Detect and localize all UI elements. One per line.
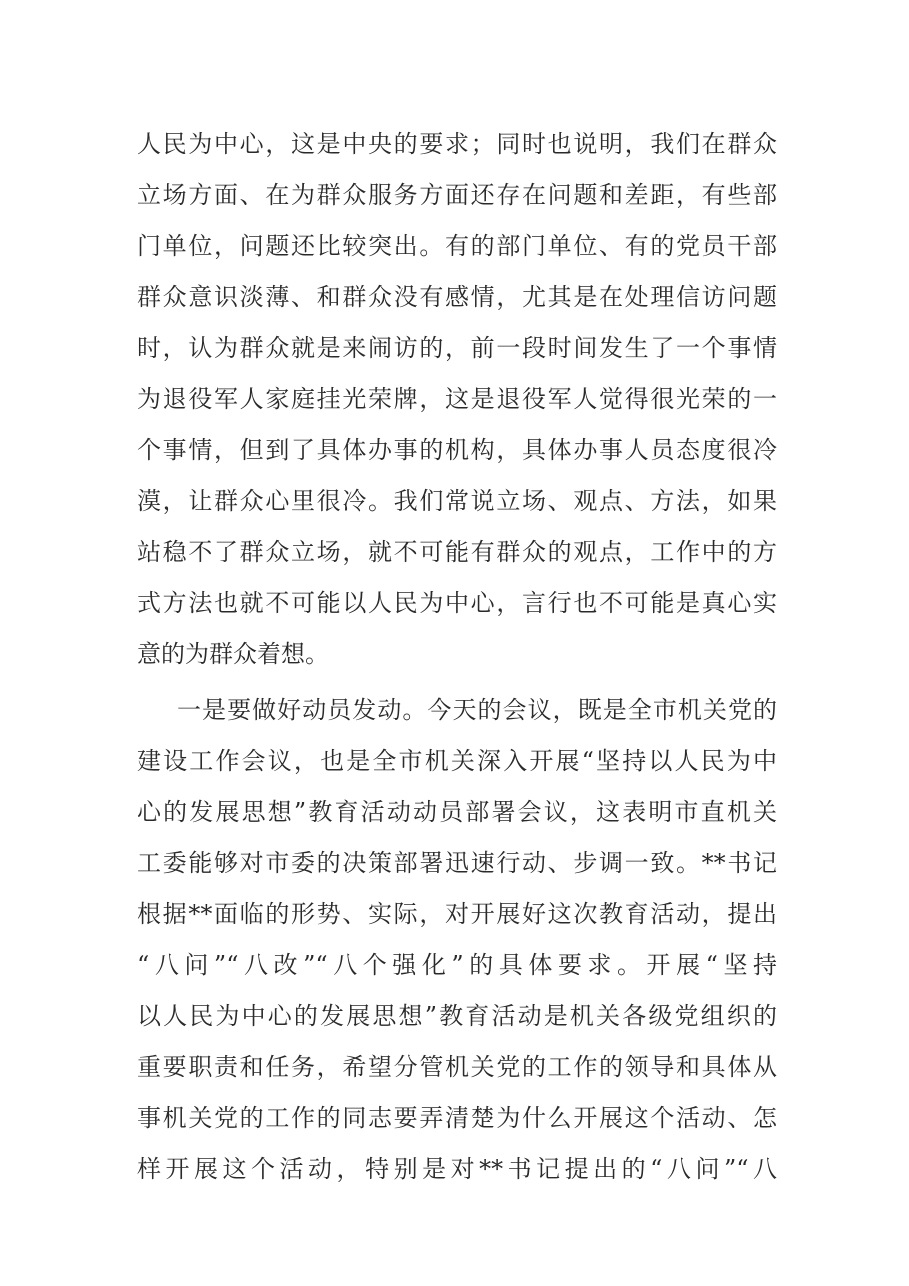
paragraph-line: 门单位，问题还比较突出。有的部门单位、有的党员干部 xyxy=(137,232,777,260)
paragraph-line: 样开展这个活动，特别是对**书记提出的“八问”“八 xyxy=(137,1155,777,1183)
paragraph-line: 群众意识淡薄、和群众没有感情，尤其是在处理信访问题 xyxy=(137,283,777,311)
paragraph-line: “八问”“八改”“八个强化”的具体要求。开展“坚持 xyxy=(137,951,777,979)
paragraph-line: 根据**面临的形势、实际，对开展好这次教育活动，提出 xyxy=(137,900,777,928)
paragraph-line: 站稳不了群众立场，就不可能有群众的观点，工作中的方 xyxy=(137,538,777,566)
paragraph-line: 一是要做好动员发动。今天的会议，既是全市机关党的 xyxy=(177,696,777,724)
paragraph-line: 时，认为群众就是来闹访的，前一段时间发生了一个事情 xyxy=(137,334,777,362)
paragraph-line: 立场方面、在为群众服务方面还存在问题和差距，有些部 xyxy=(137,181,777,209)
paragraph-line: 事机关党的工作的同志要弄清楚为什么开展这个活动、怎 xyxy=(137,1104,777,1132)
paragraph-line: 个事情，但到了具体办事的机构，具体办事人员态度很冷 xyxy=(137,436,777,464)
paragraph-line: 为退役军人家庭挂光荣牌，这是退役军人觉得很光荣的一 xyxy=(137,385,777,413)
paragraph-line: 人民为中心，这是中央的要求；同时也说明，我们在群众 xyxy=(137,130,777,158)
paragraph-line: 式方法也就不可能以人民为中心，言行也不可能是真心实 xyxy=(137,589,777,617)
paragraph-line: 意的为群众着想。 xyxy=(137,640,329,668)
paragraph-line: 工委能够对市委的决策部署迅速行动、步调一致。**书记 xyxy=(137,849,777,877)
paragraph-line: 以人民为中心的发展思想”教育活动是机关各级党组织的 xyxy=(137,1002,777,1030)
paragraph-line: 建设工作会议，也是全市机关深入开展“坚持以人民为中 xyxy=(137,747,777,775)
paragraph-line: 心的发展思想”教育活动动员部署会议，这表明市直机关 xyxy=(137,798,777,826)
paragraph-line: 重要职责和任务，希望分管机关党的工作的领导和具体从 xyxy=(137,1053,777,1081)
paragraph-line: 漠，让群众心里很冷。我们常说立场、观点、方法，如果 xyxy=(137,487,777,515)
